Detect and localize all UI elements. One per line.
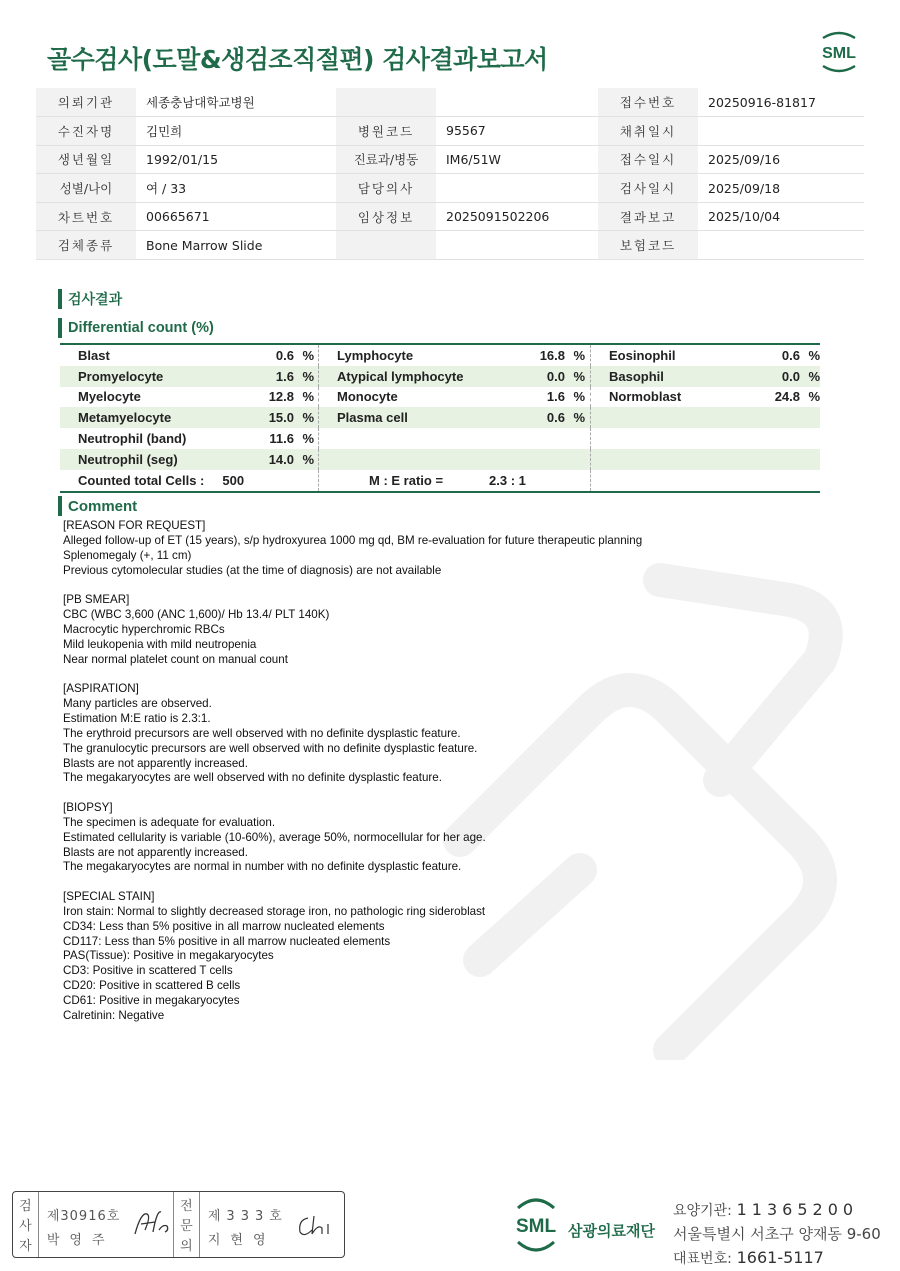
examiner-info bbox=[39, 1192, 174, 1257]
differential-cell bbox=[60, 449, 319, 470]
info-label: 진료과/병동 bbox=[336, 145, 436, 174]
info-label: 검체종류 bbox=[36, 231, 136, 260]
info-label bbox=[336, 231, 436, 260]
cell-percentage: 11.6 bbox=[269, 431, 294, 447]
comment-line: CBC (WBC 3,600 (ANC 1,600)/ Hb 13.4/ PLT 140K) bbox=[63, 608, 330, 622]
sml-logo-icon bbox=[815, 30, 863, 74]
info-value: 2025091502206 bbox=[436, 202, 598, 231]
patient-info-table bbox=[36, 88, 864, 260]
differential-cell bbox=[319, 449, 591, 470]
comment-line: Estimated cellularity is variable (10-60%), average 50%, normocellular for her age. bbox=[63, 830, 486, 844]
cell-type-name: Blast bbox=[78, 347, 110, 363]
cell-type-name: Basophil bbox=[609, 368, 664, 384]
specialist-name: 지현영 bbox=[207, 1232, 276, 1248]
info-label: 차트번호 bbox=[36, 202, 136, 231]
info-value: 20250916-81817 bbox=[698, 88, 864, 117]
cell-type-name: Lymphocyte bbox=[337, 347, 414, 363]
comment-block bbox=[63, 519, 783, 578]
info-value: 2025/09/18 bbox=[698, 174, 864, 203]
comment-block bbox=[63, 593, 783, 667]
info-value: 95567 bbox=[436, 117, 598, 146]
differential-row bbox=[60, 387, 820, 408]
percent-unit: % bbox=[302, 410, 314, 426]
percent-unit: % bbox=[808, 368, 820, 384]
examiner-label: 검 사 자 bbox=[13, 1192, 39, 1257]
cell-percentage: 24.8 bbox=[774, 389, 800, 405]
cell-type-name: Neutrophil (band) bbox=[78, 431, 187, 447]
comment-block bbox=[63, 682, 783, 786]
differential-cell bbox=[591, 428, 820, 449]
comment-line: PAS(Tissue): Positive in megakaryocytes bbox=[63, 949, 274, 963]
info-value bbox=[436, 174, 598, 203]
differential-row bbox=[60, 428, 820, 449]
info-row bbox=[36, 174, 864, 203]
info-row bbox=[36, 145, 864, 174]
cell-percentage: 0.6 bbox=[781, 347, 800, 363]
info-value: 김민희 bbox=[136, 117, 336, 146]
cell-percentage: 14.0 bbox=[268, 451, 294, 467]
differential-cell bbox=[319, 345, 591, 366]
comment-block-heading: [REASON FOR REQUEST] bbox=[63, 519, 206, 532]
comment-line: Blasts are not apparently increased. bbox=[63, 845, 248, 859]
info-value: IM6/51W bbox=[436, 145, 598, 174]
cell-type-name: Monocyte bbox=[337, 389, 398, 405]
info-value bbox=[436, 231, 598, 260]
comment-block bbox=[63, 890, 783, 1024]
differential-cell bbox=[60, 407, 319, 428]
comment-line: CD20: Positive in scattered B cells bbox=[63, 979, 241, 993]
info-row bbox=[36, 231, 864, 260]
differential-count-table bbox=[60, 343, 820, 493]
signature-box bbox=[12, 1191, 345, 1258]
me-ratio-label: M : E ratio = bbox=[369, 472, 444, 488]
percent-unit: % bbox=[573, 347, 585, 363]
differential-cell bbox=[60, 428, 319, 449]
specialist-label: 전 문 의 bbox=[174, 1192, 200, 1257]
percent-unit: % bbox=[808, 389, 820, 405]
me-ratio-cell bbox=[319, 470, 591, 491]
phone-number: 1661-5117 bbox=[736, 1248, 824, 1267]
comment-line: CD34: Less than 5% positive in all marrow nucleated elements bbox=[63, 919, 385, 933]
sml-footer-logo-icon bbox=[510, 1196, 562, 1254]
differential-cell bbox=[319, 387, 591, 408]
comment-line: The megakaryocytes are normal in number with no definite dysplastic feature. bbox=[63, 860, 462, 874]
differential-row bbox=[60, 407, 820, 428]
total-cells-value: 500 bbox=[222, 472, 245, 488]
differential-section-title: Differential count (%) bbox=[68, 320, 214, 336]
cell-type-name: Myelocyte bbox=[78, 389, 141, 405]
info-value bbox=[436, 88, 598, 117]
info-label: 생년월일 bbox=[36, 145, 136, 174]
page-title: 골수검사(도말&생검조직절편) 검사결과보고서 bbox=[47, 45, 548, 74]
info-row bbox=[36, 88, 864, 117]
cell-type-name: Promyelocyte bbox=[78, 368, 164, 384]
comment-body bbox=[63, 519, 783, 1039]
comment-line: Blasts are not apparently increased. bbox=[63, 756, 248, 770]
institution-code: 11365200 bbox=[736, 1200, 859, 1219]
cell-percentage: 0.6 bbox=[275, 347, 294, 363]
cell-type-name: Metamyelocyte bbox=[78, 410, 172, 426]
differential-cell bbox=[591, 449, 820, 470]
total-cells-label: Counted total Cells : bbox=[78, 472, 205, 488]
cell-percentage: 0.6 bbox=[546, 410, 565, 426]
info-label: 성별/나이 bbox=[36, 174, 136, 203]
differential-section-heading bbox=[58, 318, 214, 338]
info-label: 담당의사 bbox=[336, 174, 436, 203]
comment-line: Iron stain: Normal to slightly decreased storage iron, no pathologic ring sideroblast bbox=[63, 904, 486, 918]
comment-line: Estimation M:E ratio is 2.3:1. bbox=[63, 711, 211, 725]
comment-block bbox=[63, 801, 783, 875]
me-ratio-value: 2.3 : 1 bbox=[489, 472, 526, 488]
info-label: 검사일시 bbox=[598, 174, 698, 203]
comment-block-heading: [ASPIRATION] bbox=[63, 682, 139, 696]
cell-type-name: Normoblast bbox=[609, 389, 682, 405]
cell-type-name: Neutrophil (seg) bbox=[78, 451, 178, 467]
info-value bbox=[698, 231, 864, 260]
info-label: 수진자명 bbox=[36, 117, 136, 146]
sml-logo-text: SML bbox=[822, 45, 856, 62]
cell-type-name: Plasma cell bbox=[337, 410, 408, 426]
comment-block-heading: [BIOPSY] bbox=[63, 801, 113, 815]
differential-cell bbox=[591, 345, 820, 366]
examiner-license-no: 제30916호 bbox=[46, 1208, 121, 1224]
examiner-signature-icon bbox=[131, 1206, 175, 1240]
percent-unit: % bbox=[302, 431, 314, 447]
comment-section-heading bbox=[58, 496, 137, 516]
comment-line: CD3: Positive in scattered T cells bbox=[63, 964, 233, 978]
differential-cell bbox=[319, 366, 591, 387]
info-row bbox=[36, 202, 864, 231]
info-value bbox=[698, 117, 864, 146]
info-row bbox=[36, 117, 864, 146]
comment-line: Calretinin: Negative bbox=[63, 1008, 165, 1022]
info-label: 접수번호 bbox=[598, 88, 698, 117]
institution-code-label: 요양기관: bbox=[673, 1203, 732, 1219]
sml-footer-logo-text: SML bbox=[515, 1216, 557, 1237]
percent-unit: % bbox=[302, 451, 314, 467]
specialist-license-no: 제333호 bbox=[207, 1208, 288, 1224]
organization-name: 삼광의료재단 bbox=[568, 1222, 655, 1240]
percent-unit: % bbox=[573, 368, 585, 384]
organization-address: 서울특별시 서초구 양재동 9-60 bbox=[673, 1225, 881, 1243]
info-value: Bone Marrow Slide bbox=[136, 231, 336, 260]
comment-line: The specimen is adequate for evaluation. bbox=[63, 815, 276, 829]
result-section-title: 검사결과 bbox=[68, 292, 123, 308]
cell-percentage: 0.0 bbox=[781, 368, 800, 384]
cell-percentage: 1.6 bbox=[546, 389, 565, 405]
differential-cell bbox=[591, 387, 820, 408]
info-value: 00665671 bbox=[136, 202, 336, 231]
comment-line: CD117: Less than 5% positive in all marrow nucleated elements bbox=[63, 934, 391, 948]
info-label: 접수일시 bbox=[598, 145, 698, 174]
differential-cell bbox=[319, 428, 591, 449]
info-value: 세종충남대학교병원 bbox=[136, 88, 336, 117]
empty-cell bbox=[591, 470, 820, 491]
organization-info bbox=[673, 1198, 881, 1271]
info-value: 2025/10/04 bbox=[698, 202, 864, 231]
differential-row bbox=[60, 345, 820, 366]
info-label: 임상정보 bbox=[336, 202, 436, 231]
info-label: 결과보고 bbox=[598, 202, 698, 231]
comment-line: Many particles are observed. bbox=[63, 697, 212, 711]
comment-line: Previous cytomolecular studies (at the time of diagnosis) are not available bbox=[63, 563, 442, 577]
cell-percentage: 15.0 bbox=[268, 410, 294, 426]
differential-footer-row bbox=[60, 470, 820, 491]
comment-line: Mild leukopenia with mild neutropenia bbox=[63, 637, 257, 651]
info-value: 2025/09/16 bbox=[698, 145, 864, 174]
total-cells-cell bbox=[60, 470, 319, 491]
info-value: 여 / 33 bbox=[136, 174, 336, 203]
comment-line: Alleged follow-up of ET (15 years), s/p hydroxyurea 1000 mg qd, BM re-evaluation for future therapeutic planning bbox=[63, 533, 643, 547]
percent-unit: % bbox=[302, 347, 314, 363]
differential-cell bbox=[60, 387, 319, 408]
percent-unit: % bbox=[302, 368, 314, 384]
cell-percentage: 1.6 bbox=[275, 368, 294, 384]
comment-line: The megakaryocytes are well observed with no definite dysplastic feature. bbox=[63, 771, 442, 785]
percent-unit: % bbox=[573, 389, 585, 405]
percent-unit: % bbox=[808, 347, 820, 363]
phone-label: 대표번호: bbox=[673, 1251, 732, 1267]
comment-line: Near normal platelet count on manual count bbox=[63, 652, 288, 666]
percent-unit: % bbox=[573, 410, 585, 426]
differential-row bbox=[60, 366, 820, 387]
percent-unit: % bbox=[302, 389, 314, 405]
comment-line: Splenomegaly (+, 11 cm) bbox=[63, 548, 192, 562]
differential-cell bbox=[60, 366, 319, 387]
info-value: 1992/01/15 bbox=[136, 145, 336, 174]
cell-percentage: 0.0 bbox=[546, 368, 565, 384]
info-label bbox=[336, 88, 436, 117]
differential-cell bbox=[319, 407, 591, 428]
comment-line: The granulocytic precursors are well observed with no definite dysplastic feature. bbox=[63, 741, 478, 755]
specialist-info bbox=[200, 1192, 344, 1257]
info-label: 보험코드 bbox=[598, 231, 698, 260]
differential-cell bbox=[591, 407, 820, 428]
examiner-name: 박영주 bbox=[46, 1232, 115, 1248]
differential-cell bbox=[591, 366, 820, 387]
specialist-signature-icon bbox=[294, 1210, 338, 1240]
comment-line: Macrocytic hyperchromic RBCs bbox=[63, 622, 225, 636]
differential-row bbox=[60, 449, 820, 470]
comment-line: CD61: Positive in megakaryocytes bbox=[63, 994, 240, 1007]
info-label: 병원코드 bbox=[336, 117, 436, 146]
cell-percentage: 16.8 bbox=[539, 347, 565, 363]
cell-percentage: 12.8 bbox=[268, 389, 294, 405]
info-label: 의뢰기관 bbox=[36, 88, 136, 117]
cell-type-name: Eosinophil bbox=[609, 347, 676, 363]
comment-section-title: Comment bbox=[68, 497, 138, 515]
info-label: 채취일시 bbox=[598, 117, 698, 146]
result-section-heading bbox=[58, 289, 122, 309]
comment-block-heading: [SPECIAL STAIN] bbox=[63, 890, 155, 904]
comment-block-heading: [PB SMEAR] bbox=[63, 593, 130, 607]
comment-line: The erythroid precursors are well observed with no definite dysplastic feature. bbox=[63, 726, 461, 740]
differential-cell bbox=[60, 345, 319, 366]
cell-type-name: Atypical lymphocyte bbox=[337, 368, 464, 384]
